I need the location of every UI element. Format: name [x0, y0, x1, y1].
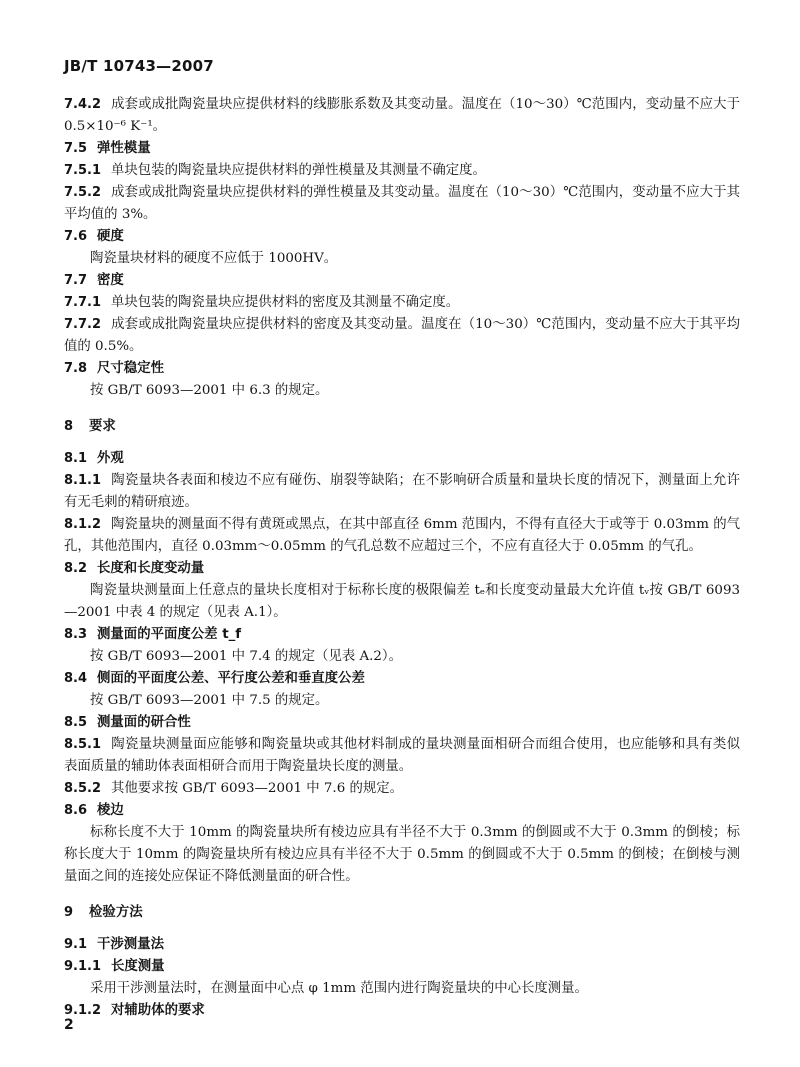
paragraph-hardness: 陶瓷量块材料的硬度不应低于 1000HV。: [90, 251, 338, 266]
document-body: [64, 94, 740, 1022]
clause-text: 陶瓷量块各表面和棱边不应有碰伤、崩裂等缺陷；在不影响研合质量和量块长度的情况下，测量面上允许有无毛刺的精研痕迹。: [64, 473, 740, 510]
clause-title: 干涉测量法: [97, 937, 164, 952]
clause-number: 8.1.2: [64, 517, 102, 532]
clause-title: 对辅助体的要求: [111, 1003, 205, 1018]
chapter-8-heading: [64, 416, 740, 438]
clause-number: 7.8: [64, 361, 88, 376]
paragraph-length-tolerance: 陶瓷量块测量面上任意点的量块长度相对于标称长度的极限偏差 tₑ和长度变动量最大允许值 tᵥ按 GB/T 6093—2001 中表 4 的规定（见表 A.1）。: [64, 583, 740, 620]
clause-number: 9.1.2: [64, 1003, 102, 1018]
clause-number: 7.4.2: [64, 97, 102, 112]
paragraph-edges: 标称长度不大于 10mm 的陶瓷量块所有棱边应具有半径不大于 0.3mm 的倒圆或不大于 0.3mm 的倒棱；标称长度大于 10mm 的陶瓷量块所有棱边应具有半径不大于 0.5mm 的倒圆或不大于 0.5mm 的倒棱；在倒棱与测量面之间的连接处应保证不降低测量面的研合性。: [64, 825, 740, 884]
clause-title: 长度和长度变动量: [97, 561, 205, 576]
clause-number: 7.5.1: [64, 163, 102, 178]
clause-text: 成套或成批陶瓷量块应提供材料的密度及其变动量。温度在（10～30）℃范围内，变动量不应大于其平均值的 0.5%。: [64, 317, 740, 354]
clause-number: 8.6: [64, 803, 88, 818]
clause-title: 密度: [97, 273, 124, 288]
paragraph-flatness: 按 GB/T 6093—2001 中 7.4 的规定（见表 A.2）。: [90, 649, 403, 664]
heading-7-5: [64, 138, 740, 160]
standard-number-header: JB/T 10743—2007: [64, 57, 214, 75]
clause-number: 7.5: [64, 141, 88, 156]
paragraph-side-tolerances: 按 GB/T 6093—2001 中 7.5 的规定。: [90, 693, 329, 708]
heading-9-1: [64, 934, 740, 956]
clause-number: 7.5.2: [64, 185, 102, 200]
clause-text: 成套或成批陶瓷量块应提供材料的弹性模量及其变动量。温度在（10～30）℃范围内，变动量不应大于其平均值的 3%。: [64, 185, 740, 222]
clause-text: 陶瓷量块的测量面不得有黄斑或黑点，在其中部直径 6mm 范围内，不得有直径大于或等于 0.03mm 的气孔，其他范围内，直径 0.03mm～0.05mm 的气孔总数不应超过三个，不应有直径大于 0.05mm 的气孔。: [64, 517, 740, 554]
page-number: 2: [64, 1017, 74, 1033]
clause-title: 测量面的平面度公差 t_f: [97, 627, 242, 642]
clause-number: 9.1: [64, 937, 88, 952]
heading-8-3: [64, 624, 740, 646]
chapter-title: 检验方法: [89, 905, 143, 920]
clause-7-7-1: [64, 292, 740, 314]
heading-9-1-1: [64, 956, 740, 978]
clause-title: 长度测量: [111, 959, 165, 974]
clause-number: 8.1: [64, 451, 88, 466]
clause-7-5-1: [64, 160, 740, 182]
clause-8-5-2: [64, 778, 740, 800]
clause-number: 8.3: [64, 627, 88, 642]
heading-7-7: [64, 270, 740, 292]
heading-8-6: [64, 800, 740, 822]
heading-8-2: [64, 558, 740, 580]
clause-8-1-1: [64, 470, 740, 514]
clause-number: 7.7: [64, 273, 88, 288]
heading-7-6: [64, 226, 740, 248]
clause-8-1-2: [64, 514, 740, 558]
clause-title: 弹性模量: [97, 141, 151, 156]
chapter-9-heading: [64, 902, 740, 924]
clause-8-5-1: [64, 734, 740, 778]
clause-title: 测量面的研合性: [97, 715, 191, 730]
clause-title: 侧面的平面度公差、平行度公差和垂直度公差: [97, 671, 365, 686]
clause-7-5-2: [64, 182, 740, 226]
clause-number: 8.1.1: [64, 473, 102, 488]
chapter-number: 9: [64, 905, 74, 920]
clause-number: 8.5: [64, 715, 88, 730]
clause-text: 成套或成批陶瓷量块应提供材料的线膨胀系数及其变动量。温度在（10～30）℃范围内，变动量不应大于 0.5×10⁻⁶ K⁻¹。: [64, 97, 740, 134]
clause-number: 9.1.1: [64, 959, 102, 974]
heading-8-5: [64, 712, 740, 734]
clause-number: 7.7.2: [64, 317, 102, 332]
clause-number: 7.7.1: [64, 295, 102, 310]
clause-title: 外观: [97, 451, 124, 466]
heading-8-4: [64, 668, 740, 690]
clause-text: 陶瓷量块测量面应能够和陶瓷量块或其他材料制成的量块测量面相研合而组合使用，也应能够和具有类似表面质量的辅助体表面相研合而用于陶瓷量块长度的测量。: [64, 737, 740, 774]
clause-text: 单块包装的陶瓷量块应提供材料的密度及其测量不确定度。: [111, 295, 460, 310]
clause-text: 单块包装的陶瓷量块应提供材料的弹性模量及其测量不确定度。: [111, 163, 486, 178]
chapter-title: 要求: [89, 419, 116, 434]
clause-title: 尺寸稳定性: [97, 361, 164, 376]
heading-7-8: [64, 358, 740, 380]
clause-number: 7.6: [64, 229, 88, 244]
clause-7-4-2: [64, 94, 740, 138]
clause-7-7-2: [64, 314, 740, 358]
paragraph-dimensional-stability: 按 GB/T 6093—2001 中 6.3 的规定。: [90, 383, 329, 398]
clause-number: 8.2: [64, 561, 88, 576]
heading-9-1-2: [64, 1000, 740, 1022]
clause-number: 8.5.1: [64, 737, 102, 752]
heading-8-1: [64, 448, 740, 470]
clause-title: 棱边: [97, 803, 124, 818]
paragraph-interference-length: 采用干涉测量法时，在测量面中心点 φ 1mm 范围内进行陶瓷量块的中心长度测量。: [90, 981, 588, 996]
clause-text: 其他要求按 GB/T 6093—2001 中 7.6 的规定。: [111, 781, 404, 796]
chapter-number: 8: [64, 419, 74, 434]
clause-number: 8.4: [64, 671, 88, 686]
clause-title: 硬度: [97, 229, 124, 244]
clause-number: 8.5.2: [64, 781, 102, 796]
